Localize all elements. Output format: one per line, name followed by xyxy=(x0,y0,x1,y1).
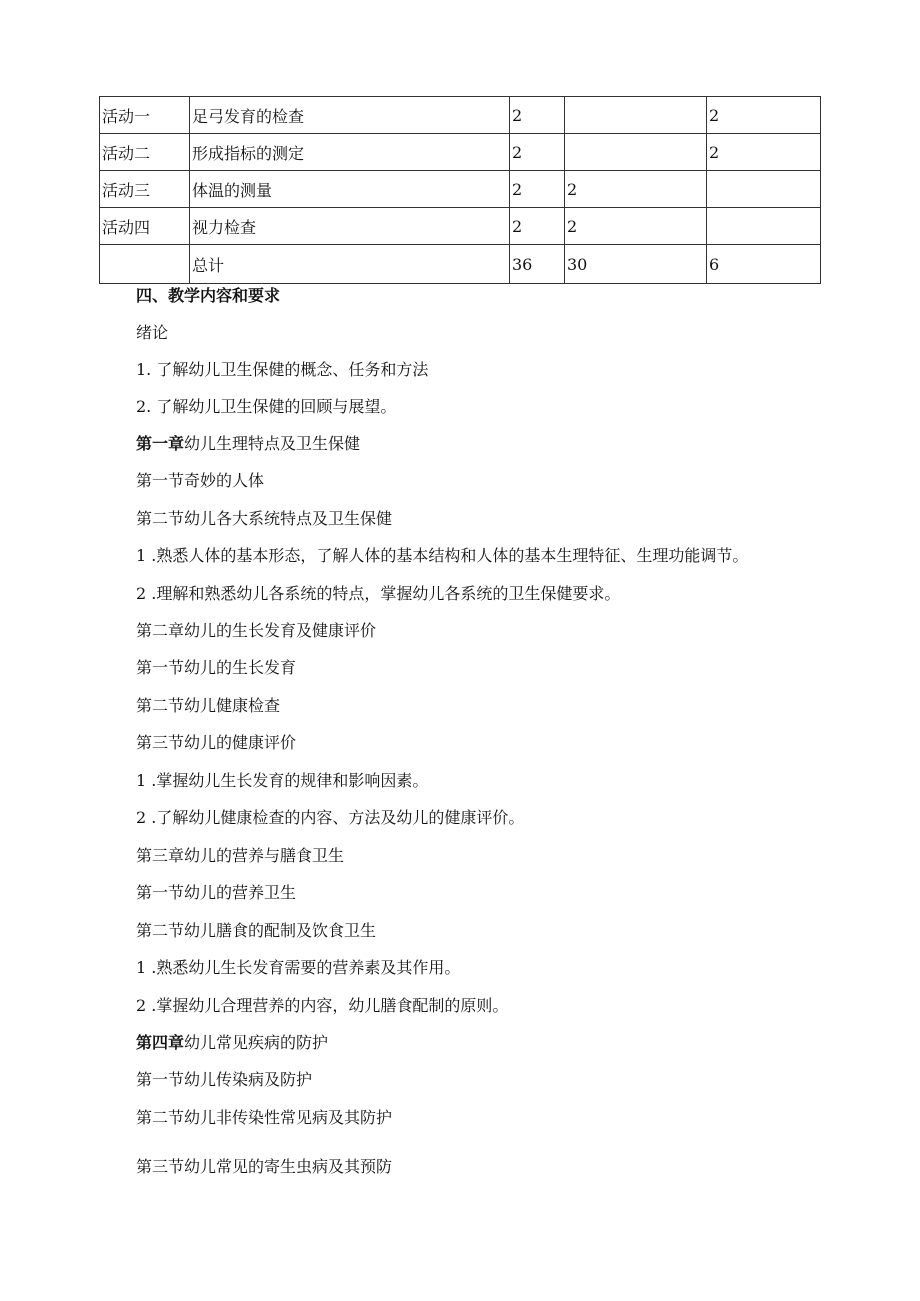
section-title: 第二节幼儿非传染性常见病及其防护 xyxy=(136,1108,393,1127)
section-title: 第三节幼儿的健康评价 xyxy=(136,733,297,752)
section-title: 第一节奇妙的人体 xyxy=(136,471,265,490)
list-item: 1 .熟悉人体的基本形态，了解人体的基本结构和人体的基本生理特征、生理功能调节。 xyxy=(136,546,749,565)
chapter-title: 第二章幼儿的生长发育及健康评价 xyxy=(136,621,377,640)
section-title: 第一节幼儿的营养卫生 xyxy=(136,883,297,902)
table-row xyxy=(100,134,821,171)
section-title: 第二节幼儿健康检查 xyxy=(136,696,281,715)
table-cell: 36 xyxy=(510,245,565,284)
table-cell: 形成指标的测定 xyxy=(190,134,510,171)
chapter-title: 幼儿生理特点及卫生保健 xyxy=(184,434,361,453)
course-hours-table xyxy=(99,96,821,284)
section-heading: 四、教学内容和要求 xyxy=(136,286,281,305)
list-item: 2 .掌握幼儿合理营养的内容，幼儿膳食配制的原则。 xyxy=(136,996,509,1015)
chapter-label: 第一章 xyxy=(136,434,185,453)
list-item: 1 .掌握幼儿生长发育的规律和影响因素。 xyxy=(136,771,429,790)
table-cell: 6 xyxy=(707,245,821,284)
table-cell: 2 xyxy=(707,97,821,134)
section-title: 第二节幼儿各大系统特点及卫生保健 xyxy=(136,509,393,528)
chapter-label: 第四章 xyxy=(136,1033,185,1052)
table-row-total xyxy=(100,245,821,284)
list-item: 2 .了解幼儿健康检查的内容、方法及幼儿的健康评价。 xyxy=(136,808,525,827)
table-cell: 2 xyxy=(510,208,565,245)
section-title: 第二节幼儿膳食的配制及饮食卫生 xyxy=(136,921,377,940)
chapter-4-heading xyxy=(136,1033,328,1053)
table-cell xyxy=(707,171,821,208)
table-row xyxy=(100,97,821,134)
section-title: 第三节幼儿常见的寄生虫病及其预防 xyxy=(136,1157,393,1176)
table-cell: 视力检查 xyxy=(190,208,510,245)
table-cell: 2 xyxy=(707,134,821,171)
list-item: 2. 了解幼儿卫生保健的回顾与展望。 xyxy=(136,397,397,416)
list-item: 1. 了解幼儿卫生保健的概念、任务和方法 xyxy=(136,360,429,379)
table-cell xyxy=(565,97,707,134)
table-cell: 足弓发育的检查 xyxy=(190,97,510,134)
table-cell xyxy=(565,134,707,171)
chapter-title: 第三章幼儿的营养与膳食卫生 xyxy=(136,846,345,865)
table-row xyxy=(100,171,821,208)
table-cell: 2 xyxy=(565,171,707,208)
section-title: 第一节幼儿的生长发育 xyxy=(136,658,297,677)
list-item: 1 .熟悉幼儿生长发育需要的营养素及其作用。 xyxy=(136,958,461,977)
table-cell: 总计 xyxy=(190,245,510,284)
table-cell: 活动三 xyxy=(100,171,190,208)
table-cell: 体温的测量 xyxy=(190,171,510,208)
list-item: 2 .理解和熟悉幼儿各系统的特点，掌握幼儿各系统的卫生保健要求。 xyxy=(136,584,621,603)
table-row xyxy=(100,208,821,245)
table-cell: 2 xyxy=(510,97,565,134)
table-cell: 2 xyxy=(510,171,565,208)
table-cell: 活动二 xyxy=(100,134,190,171)
chapter-title: 幼儿常见疾病的防护 xyxy=(184,1033,329,1052)
table-cell xyxy=(100,245,190,284)
table-cell: 30 xyxy=(565,245,707,284)
table-cell: 2 xyxy=(565,208,707,245)
table-cell: 2 xyxy=(510,134,565,171)
table-cell: 活动一 xyxy=(100,97,190,134)
table-cell: 活动四 xyxy=(100,208,190,245)
chapter-1-heading xyxy=(136,434,360,454)
table-cell xyxy=(707,208,821,245)
section-title: 第一节幼儿传染病及防护 xyxy=(136,1070,313,1089)
intro-title: 绪论 xyxy=(136,323,169,342)
